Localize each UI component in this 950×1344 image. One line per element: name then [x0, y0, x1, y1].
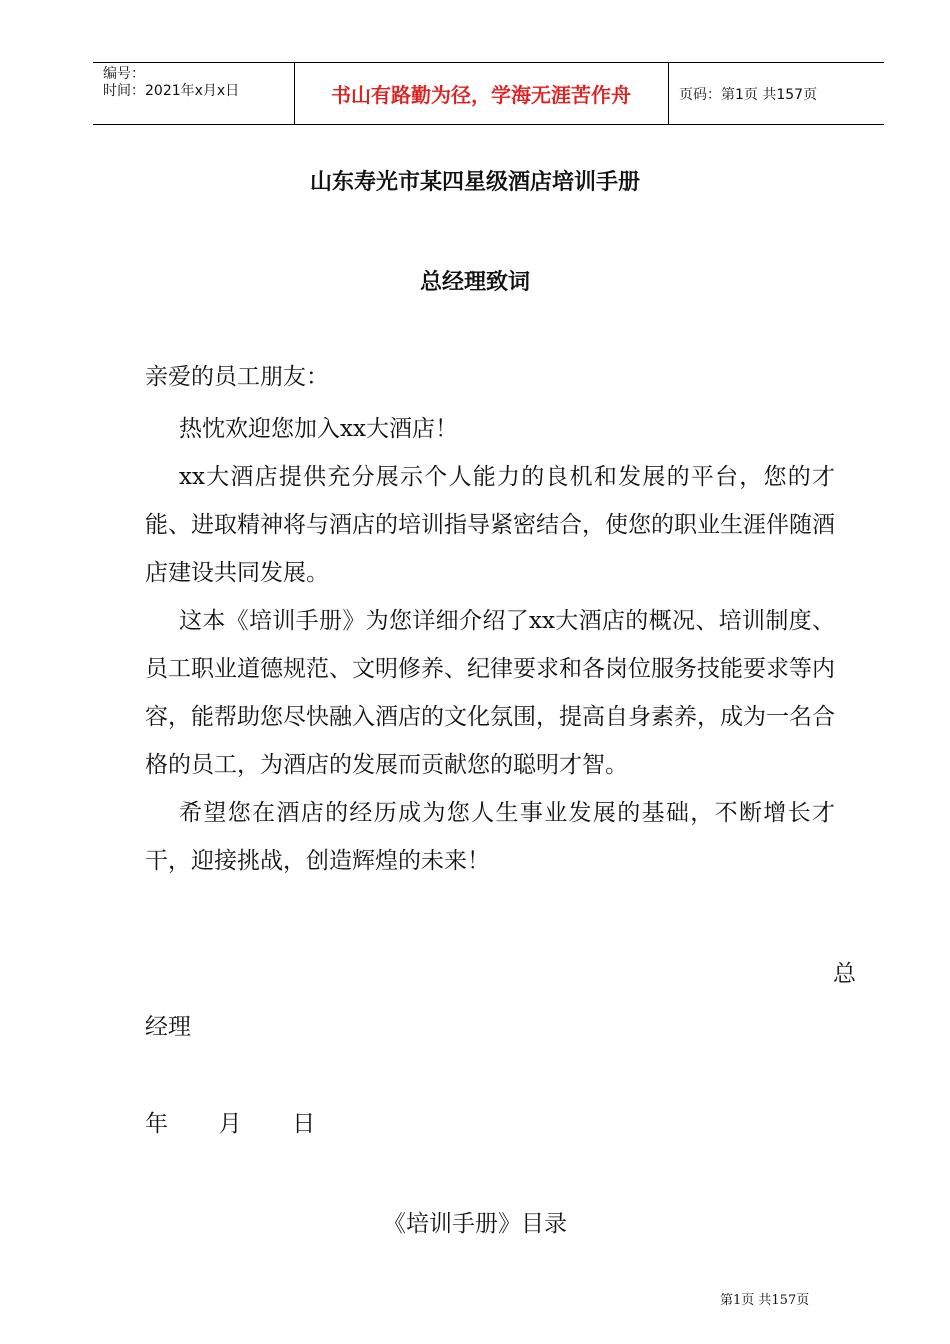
signature-part2: 经理	[145, 1014, 191, 1040]
toc-title: 《培训手册》目录	[383, 1211, 567, 1237]
paragraph: xx大酒店提供充分展示个人能力的良机和发展的平台，您的才能、进取精神将与酒店的培训指导紧密结合，使您的职业生涯伴随酒店建设共同发展。	[145, 464, 835, 586]
document-title: 山东寿光市某四星级酒店培训手册	[309, 169, 640, 195]
date-year: 年	[145, 1111, 168, 1137]
time-label: 时间：2021年x月x日	[103, 83, 240, 99]
header-page-info: 页码：第1页 共157页	[679, 86, 818, 103]
signature-part1: 总	[833, 961, 856, 987]
number-label: 编号：	[103, 66, 145, 82]
greeting: 亲爱的员工朋友：	[145, 364, 329, 390]
page-header	[93, 62, 884, 125]
date-day: 日	[292, 1111, 316, 1137]
letter-body	[145, 405, 835, 885]
section-title: 总经理致词	[419, 269, 530, 295]
footer-page-info: 第1页 共157页	[720, 1293, 810, 1308]
header-motto: 书山有路勤为径，学海无涯苦作舟	[331, 83, 631, 107]
paragraph: 希望您在酒店的经历成为您人生事业发展的基础，不断增长才干，迎接挑战，创造辉煌的未来！	[145, 800, 835, 874]
header-divider	[668, 63, 669, 124]
header-meta	[93, 63, 293, 124]
paragraph: 热忱欢迎您加入xx大酒店！	[179, 416, 458, 442]
paragraph: 这本《培训手册》为您详细介绍了xx大酒店的概况、培训制度、员工职业道德规范、文明修养、纪律要求和各岗位服务技能要求等内容，能帮助您尽快融入酒店的文化氛围，提高自身素养，成为一名合格的员工，为酒店的发展而贡献您的聪明才智。	[145, 608, 835, 778]
signature-date	[145, 1105, 315, 1138]
date-month: 月	[218, 1111, 242, 1137]
